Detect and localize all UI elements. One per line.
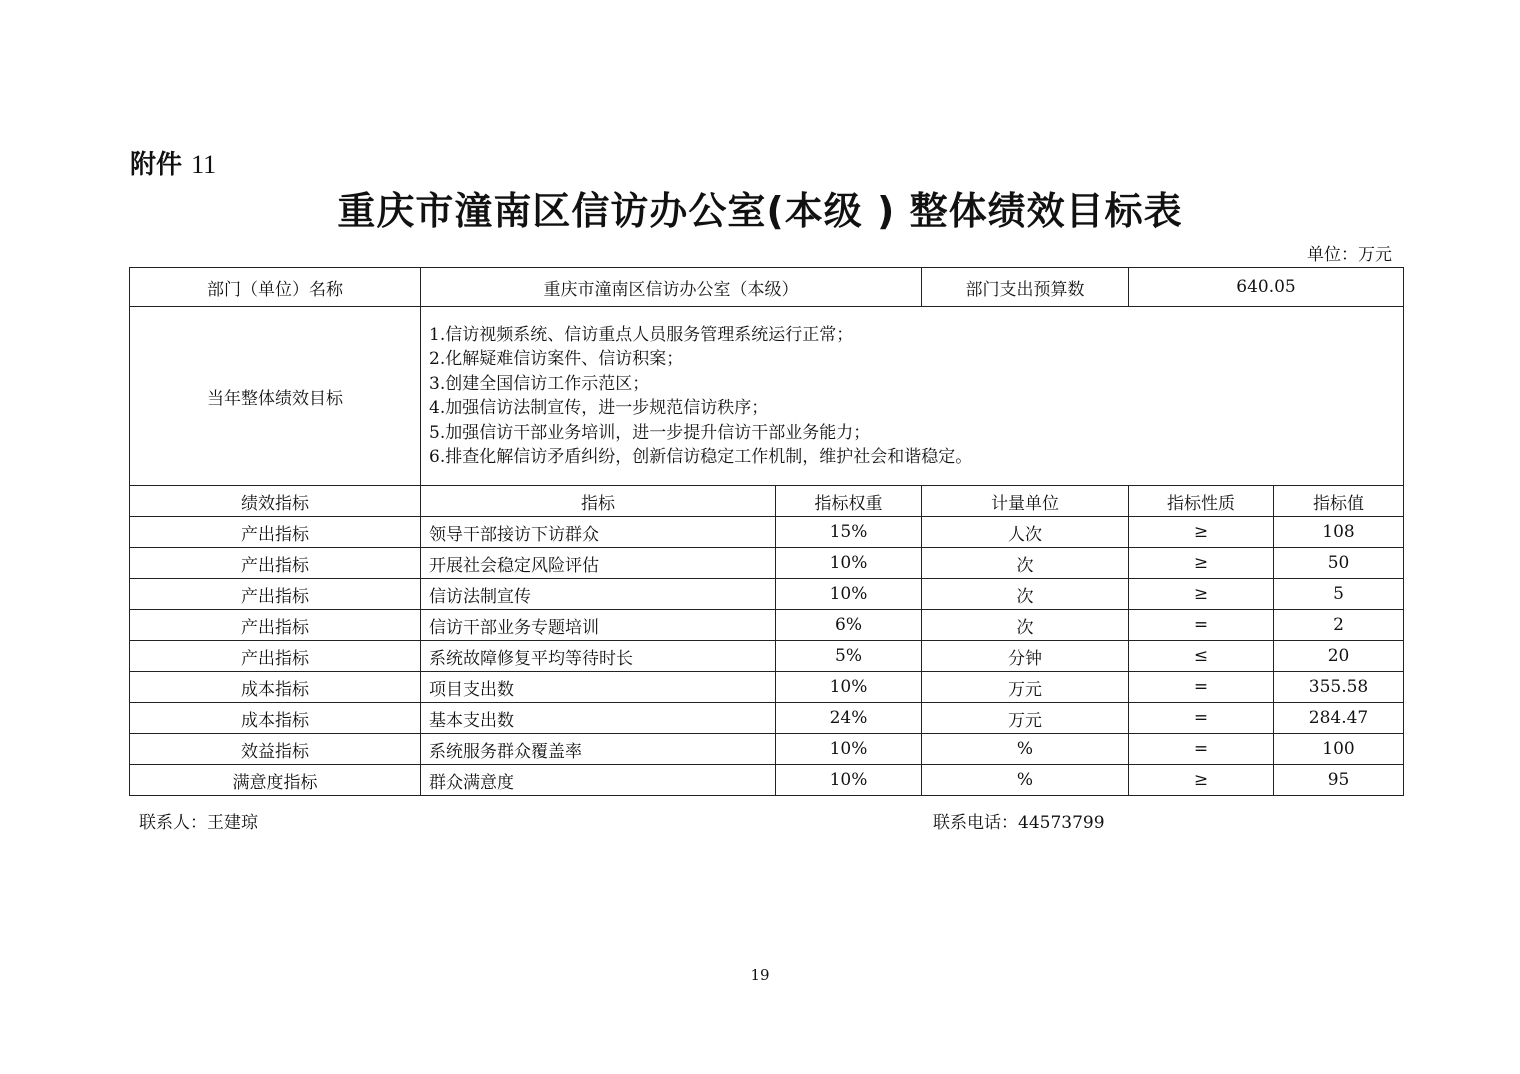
- indicator-unit: 万元: [922, 672, 1129, 703]
- indicator-name: 信访干部业务专题培训: [421, 610, 776, 641]
- indicator-weight: 6%: [776, 610, 922, 641]
- indicator-weight: 10%: [776, 579, 922, 610]
- indicator-unit: 次: [922, 610, 1129, 641]
- indicator-weight: 10%: [776, 765, 922, 796]
- indicator-value: 5: [1274, 579, 1404, 610]
- goal-item: 2.化解疑难信访案件、信访积案；: [429, 349, 684, 369]
- indicator-value: 108: [1274, 517, 1404, 548]
- indicator-name: 项目支出数: [421, 672, 776, 703]
- goal-item: 1.信访视频系统、信访重点人员服务管理系统运行正常；: [429, 324, 854, 345]
- indicator-weight: 5%: [776, 641, 922, 672]
- indicator-name: 群众满意度: [421, 765, 776, 796]
- indicator-value: 355.58: [1274, 672, 1404, 703]
- goal-item: 5.加强信访干部业务培训，进一步提升信访干部业务能力；: [429, 422, 871, 443]
- table-row: [130, 579, 1404, 610]
- goal-item: 4.加强信访法制宣传，进一步规范信访秩序；: [429, 398, 769, 418]
- goal-item: 6.排查化解信访矛盾纠纷，创新信访稳定工作机制，维护社会和谐稳定。: [429, 447, 973, 467]
- indicator-nature: ≥: [1129, 548, 1274, 579]
- indicator-nature: ≥: [1129, 517, 1274, 548]
- indicator-name: 基本支出数: [421, 703, 776, 734]
- indicator-unit: 人次: [922, 517, 1129, 548]
- indicator-weight: 10%: [776, 548, 922, 579]
- indicator-category: 效益指标: [130, 734, 421, 765]
- indicator-value: 50: [1274, 548, 1404, 579]
- info-row: [130, 268, 1404, 307]
- table-row: [130, 548, 1404, 579]
- indicator-value: 100: [1274, 734, 1404, 765]
- dept-name-value: 重庆市潼南区信访办公室（本级）: [421, 268, 922, 307]
- indicator-nature: =: [1129, 610, 1274, 641]
- column-header: 绩效指标: [130, 486, 421, 517]
- goals-label: 当年整体绩效目标: [130, 307, 421, 486]
- indicator-nature: =: [1129, 734, 1274, 765]
- indicator-category: 成本指标: [130, 672, 421, 703]
- indicator-nature: =: [1129, 672, 1274, 703]
- performance-table: [129, 267, 1404, 796]
- indicator-nature: ≥: [1129, 579, 1274, 610]
- dept-name-label: 部门（单位）名称: [130, 268, 421, 307]
- indicator-weight: 10%: [776, 672, 922, 703]
- contact-person: 联系人：王建琼: [139, 813, 258, 833]
- page-title: 重庆市潼南区信访办公室(本级 ) 整体绩效目标表: [337, 189, 1183, 233]
- indicator-category: 满意度指标: [130, 765, 421, 796]
- indicator-unit: 次: [922, 579, 1129, 610]
- unit-label: 单位：万元: [1307, 245, 1392, 265]
- indicator-value: 20: [1274, 641, 1404, 672]
- indicator-unit: %: [922, 734, 1129, 765]
- goal-item: 3.创建全国信访工作示范区；: [429, 373, 650, 394]
- indicator-nature: ≤: [1129, 641, 1274, 672]
- budget-label: 部门支出预算数: [922, 268, 1129, 307]
- table-row: [130, 734, 1404, 765]
- column-header: 指标值: [1274, 486, 1404, 517]
- indicator-name: 领导干部接访下访群众: [421, 517, 776, 548]
- column-header: 计量单位: [922, 486, 1129, 517]
- table-row: [130, 610, 1404, 641]
- indicator-category: 产出指标: [130, 610, 421, 641]
- indicator-nature: ≥: [1129, 765, 1274, 796]
- indicator-name: 系统服务群众覆盖率: [421, 734, 776, 765]
- indicator-nature: =: [1129, 703, 1274, 734]
- indicator-header-row: [130, 486, 1404, 517]
- indicator-value: 2: [1274, 610, 1404, 641]
- indicator-weight: 15%: [776, 517, 922, 548]
- indicator-unit: %: [922, 765, 1129, 796]
- indicator-category: 产出指标: [130, 548, 421, 579]
- indicator-value: 284.47: [1274, 703, 1404, 734]
- indicator-category: 产出指标: [130, 579, 421, 610]
- indicator-category: 成本指标: [130, 703, 421, 734]
- indicator-category: 产出指标: [130, 641, 421, 672]
- indicator-unit: 分钟: [922, 641, 1129, 672]
- budget-value: 640.05: [1129, 268, 1404, 307]
- goals-row: [130, 307, 1404, 486]
- indicator-value: 95: [1274, 765, 1404, 796]
- table-row: [130, 517, 1404, 548]
- table-row: [130, 765, 1404, 796]
- attachment-number: 11: [191, 150, 217, 179]
- indicator-weight: 10%: [776, 734, 922, 765]
- column-header: 指标: [421, 486, 776, 517]
- table-row: [130, 641, 1404, 672]
- goals-list: [421, 307, 1404, 486]
- indicator-name: 开展社会稳定风险评估: [421, 548, 776, 579]
- indicator-name: 信访法制宣传: [421, 579, 776, 610]
- indicator-unit: 万元: [922, 703, 1129, 734]
- contact-phone: 联系电话：44573799: [933, 813, 1105, 833]
- column-header: 指标权重: [776, 486, 922, 517]
- table-row: [130, 672, 1404, 703]
- page-number: 19: [750, 966, 770, 984]
- table-row: [130, 703, 1404, 734]
- indicator-category: 产出指标: [130, 517, 421, 548]
- indicator-weight: 24%: [776, 703, 922, 734]
- indicator-name: 系统故障修复平均等待时长: [421, 641, 776, 672]
- indicator-unit: 次: [922, 548, 1129, 579]
- attachment-label: 附件 11: [130, 150, 217, 180]
- column-header: 指标性质: [1129, 486, 1274, 517]
